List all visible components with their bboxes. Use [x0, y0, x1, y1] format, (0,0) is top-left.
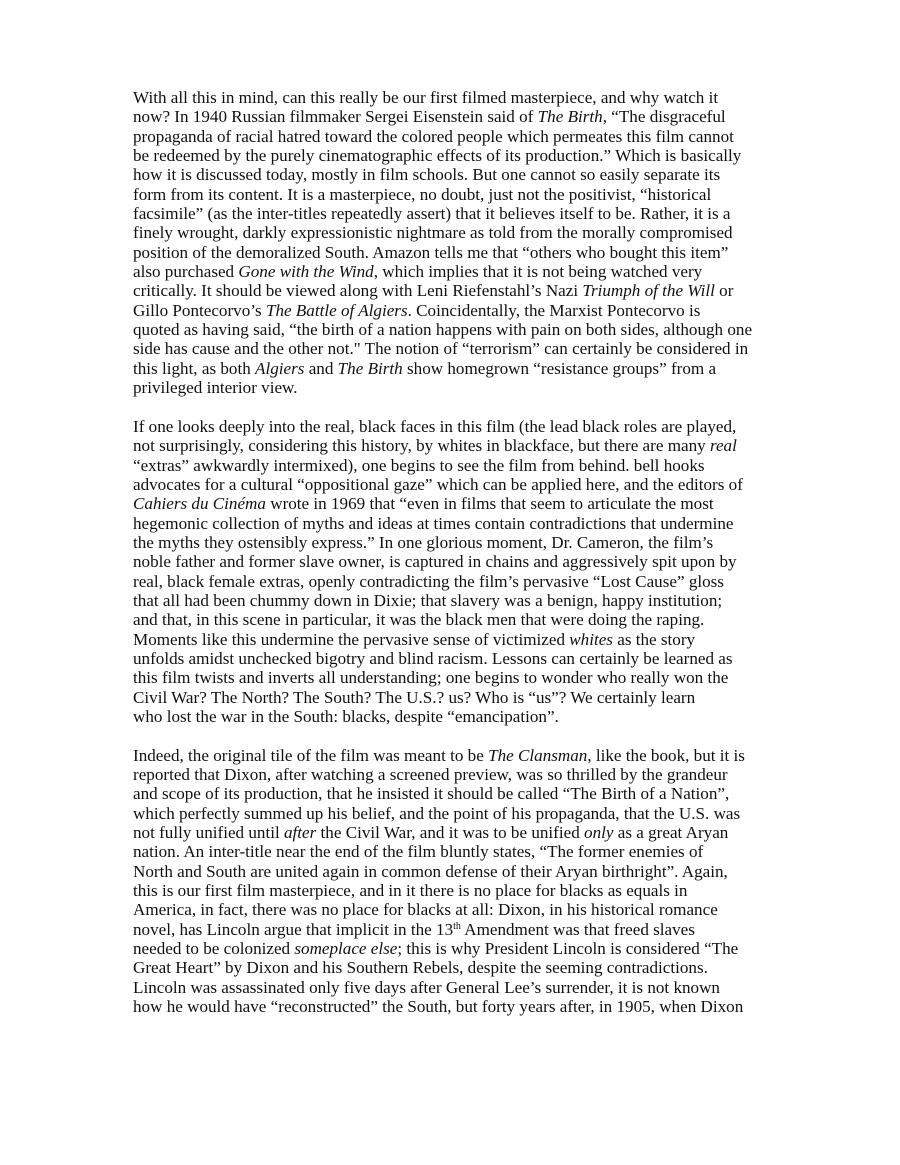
text-line	[133, 997, 768, 1016]
italic-text: someplace else	[294, 939, 398, 959]
text-line	[133, 417, 768, 436]
text-segment: quoted as having said, “the birth of a nation happens with pain on both sides, although one	[133, 320, 753, 340]
paragraph-1	[133, 88, 768, 398]
italic-text: real	[709, 436, 737, 456]
text-line	[133, 378, 768, 397]
text-segment: advocates for a cultural “oppositional gaze” which can be applied here, and the editors of	[133, 474, 743, 494]
text-segment: “extras” awkwardly intermixed), one begins to see the film from behind. bell hooks	[133, 455, 705, 475]
text-line	[133, 900, 768, 919]
text-segment: be redeemed by the purely cinematographic effects of its production.” Which is basically	[133, 146, 742, 166]
text-segment: the Civil War, and it was to be unified	[316, 823, 585, 843]
text-segment: Amendment was that freed slaves	[460, 919, 695, 939]
text-segment: critically. It should be viewed along with Leni Riefenstahl’s Nazi	[133, 281, 583, 301]
text-line	[133, 552, 768, 571]
text-line	[133, 301, 768, 320]
text-line	[133, 146, 768, 165]
text-line	[133, 823, 768, 842]
text-segment: as the story	[612, 629, 696, 649]
italic-text: The Clansman	[488, 745, 588, 765]
text-segment: North and South are united again in common defense of their Aryan birthright”. Again,	[133, 861, 728, 881]
text-segment: propaganda of racial hatred toward the colored people which permeates this film cannot	[133, 126, 734, 146]
text-line	[133, 765, 768, 784]
text-segment: how he would have “reconstructed” the South, but forty years after, in 1905, when Dixon	[133, 997, 744, 1017]
text-line	[133, 436, 768, 455]
text-line	[133, 920, 768, 939]
text-line	[133, 668, 768, 687]
text-line	[133, 630, 768, 649]
text-segment: how it is discussed today, mostly in film schools. But one cannot so easily separate its	[133, 165, 721, 185]
text-segment: Moments like this undermine the pervasive sense of victimized	[133, 629, 570, 649]
text-line	[133, 533, 768, 552]
text-segment: real, black female extras, openly contradicting the film’s pervasive “Lost Cause” gloss	[133, 571, 724, 591]
text-line	[133, 320, 768, 339]
text-line	[133, 165, 768, 184]
text-segment: unfolds amidst unchecked bigotry and blind racism. Lessons can certainly be learned as	[133, 648, 733, 668]
text-segment: and that, in this scene in particular, it was the black men that were doing the raping.	[133, 610, 705, 630]
text-segment: show homegrown “resistance groups” from a	[402, 358, 717, 378]
text-line	[133, 958, 768, 977]
text-segment: and	[304, 358, 338, 378]
text-segment: finely wrought, darkly expressionistic nightmare as told from the morally compromised	[133, 223, 733, 243]
text-line	[133, 688, 768, 707]
text-segment: , which implies that it is not being watched very	[373, 262, 703, 282]
text-segment: Gillo Pontecorvo’s	[133, 300, 266, 320]
superscript-text: th	[453, 920, 461, 932]
text-segment: needed to be colonized	[133, 939, 295, 959]
text-line	[133, 475, 768, 494]
text-segment: form from its content. It is a masterpiece, no doubt, just not the positivist, “historical	[133, 184, 712, 204]
text-segment: America, in fact, there was no place for blacks at all: Dixon, in his historical romance	[133, 900, 718, 920]
text-segment: hegemonic collection of myths and ideas at times contain contradictions that undermine	[133, 513, 734, 533]
text-line	[133, 842, 768, 861]
italic-text: Cahiers du Cinéma	[133, 494, 266, 514]
text-segment: as a great Aryan	[613, 823, 729, 843]
text-segment: ; this is why President Lincoln is considered “The	[397, 939, 739, 959]
text-segment: who lost the war in the South: blacks, despite “emancipation”.	[133, 707, 559, 726]
italic-text: Triumph of the Will	[582, 281, 715, 301]
text-line	[133, 456, 768, 475]
paragraph-3	[133, 746, 768, 1017]
text-line	[133, 707, 768, 726]
text-segment: reported that Dixon, after watching a screened preview, was so thrilled by the grandeur	[133, 765, 728, 785]
italic-text: whites	[569, 629, 613, 649]
text-segment: facsimile” (as the inter-titles repeatedly assert) that it believes itself to be. Rather, it is a	[133, 204, 731, 224]
text-segment: noble father and former slave owner, is captured in chains and aggressively spit upon by	[133, 552, 737, 572]
text-line	[133, 610, 768, 629]
text-segment: not fully unified until	[133, 823, 284, 843]
text-segment: the myths they ostensibly express.” In one glorious moment, Dr. Cameron, the film’s	[133, 532, 714, 552]
paragraph-2	[133, 417, 768, 727]
text-segment: this is our first film masterpiece, and in it there is no place for blacks as equals in	[133, 881, 688, 901]
text-line	[133, 572, 768, 591]
text-segment: , “The disgraceful	[602, 107, 726, 127]
text-line	[133, 223, 768, 242]
text-line	[133, 939, 768, 958]
text-segment: this light, as both	[133, 358, 256, 378]
text-segment: With all this in mind, can this really be our first filmed masterpiece, and why watch it	[133, 88, 719, 107]
text-line	[133, 88, 768, 107]
text-segment: If one looks deeply into the real, black faces in this film (the lead black roles are played,	[133, 416, 737, 436]
text-segment: now? In 1940 Russian filmmaker Sergei Eisenstein said of	[133, 107, 538, 127]
text-line	[133, 591, 768, 610]
text-line	[133, 204, 768, 223]
text-line	[133, 862, 768, 881]
text-line	[133, 514, 768, 533]
text-segment: nation. An inter-title near the end of the film bluntly states, “The former enemies of	[133, 842, 704, 862]
text-segment: or	[714, 281, 734, 301]
text-segment: Lincoln was assassinated only five days after General Lee’s surrender, it is not known	[133, 977, 720, 997]
text-line	[133, 784, 768, 803]
text-line	[133, 281, 768, 300]
text-line	[133, 359, 768, 378]
text-segment: privileged interior view.	[133, 378, 298, 398]
text-segment: Civil War? The North? The South? The U.S.? us? Who is “us”? We certainly learn	[133, 687, 696, 707]
text-segment: Indeed, the original tile of the film was meant to be	[133, 745, 489, 765]
text-line	[133, 804, 768, 823]
text-segment: . Coincidentally, the Marxist Pontecorvo is	[407, 300, 701, 320]
text-line	[133, 978, 768, 997]
text-segment: this film twists and inverts all understanding; one begins to wonder who really won the	[133, 668, 729, 688]
text-line	[133, 262, 768, 281]
text-line	[133, 107, 768, 126]
italic-text: only	[584, 823, 614, 843]
text-line	[133, 339, 768, 358]
italic-text: Gone with the Wind	[238, 262, 374, 282]
text-segment: novel, has Lincoln argue that implicit in the 13	[133, 919, 454, 939]
text-line	[133, 127, 768, 146]
italic-text: The Birth	[337, 358, 403, 378]
text-line	[133, 881, 768, 900]
document-page	[133, 88, 768, 1017]
text-segment: position of the demoralized South. Amazon tells me that “others who bought this item”	[133, 242, 729, 262]
text-segment: which perfectly summed up his belief, and the point of his propaganda, that the U.S. was	[133, 803, 741, 823]
text-segment: that all had been chummy down in Dixie; that slavery was a benign, happy institution;	[133, 590, 723, 610]
text-segment: and scope of its production, that he insisted it should be called “The Birth of a Nation”,	[133, 784, 730, 804]
text-line	[133, 649, 768, 668]
text-segment: Great Heart” by Dixon and his Southern Rebels, despite the seeming contradictions.	[133, 958, 708, 978]
text-segment: wrote in 1969 that “even in films that seem to articulate the most	[265, 494, 714, 514]
text-segment: side has cause and the other not." The notion of “terrorism” can certainly be considered in	[133, 339, 749, 359]
text-line	[133, 243, 768, 262]
text-segment: , like the book, but it is	[587, 745, 745, 765]
italic-text: The Birth	[537, 107, 603, 127]
italic-text: after	[283, 823, 317, 843]
text-line	[133, 746, 768, 765]
text-line	[133, 494, 768, 513]
text-line	[133, 185, 768, 204]
text-segment: not surprisingly, considering this history, by whites in blackface, but there are many	[133, 436, 710, 456]
italic-text: The Battle of Algiers	[265, 300, 408, 320]
text-segment: also purchased	[133, 262, 239, 282]
italic-text: Algiers	[255, 358, 305, 378]
